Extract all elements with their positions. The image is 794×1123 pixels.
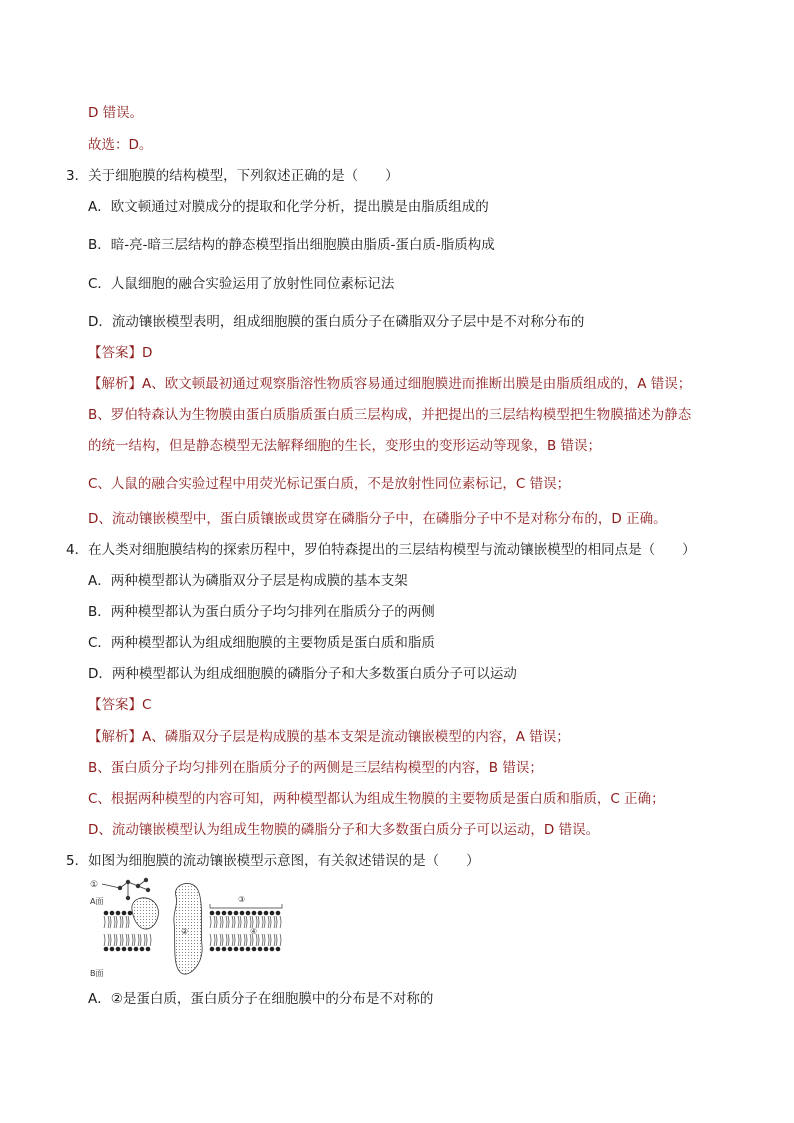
analysis-tag: 【解析】 [88,729,142,745]
q4-answer [88,696,151,714]
q4-stem: 4．在人类对细胞膜结构的探索历程中，罗伯特森提出的三层结构模型与流动镶嵌模型的相同点是（ ） [66,542,696,558]
q5-stem: 5．如图为细胞膜的流动镶嵌模型示意图，有关叙述错误的是（ ） [66,853,480,869]
q3-stem: 3．关于细胞膜的结构模型，下列叙述正确的是（ ） [66,168,399,184]
q5-option-a: A．②是蛋白质，蛋白质分子在细胞膜中的分布是不对称的 [88,991,434,1007]
q3-analysis-2: B、罗伯特森认为生物膜由蛋白质脂质蛋白质三层构成，并把提出的三层结构模型把生物膜描述为静态 [88,407,692,423]
bracket-3 [210,904,282,908]
q3-analysis-1 [88,375,691,393]
answer-tag: 【答案】 [88,697,142,713]
label-4: ④ [250,927,258,936]
q3-analysis-3: 的统一结构，但是静态模型无法解释细胞的生长，变形虫的变形运动等现象，B 错误； [88,438,602,454]
q3-option-b: B．暗-亮-暗三层结构的静态模型指出细胞膜由脂质-蛋白质-脂质构成 [88,237,495,253]
q4-option-a: A．两种模型都认为磷脂双分子层是构成膜的基本支架 [88,573,408,589]
protein-partial [132,898,159,929]
q4-analysis-3: C、根据两种模型的内容可知，两种模型都认为组成生物膜的主要物质是蛋白质和脂质，C 正确； [88,791,665,807]
q3-analysis-4: C、人鼠的融合实验过程中用荧光标记蛋白质，不是放射性同位素标记，C 错误； [88,476,571,492]
q4-analysis-1 [88,728,570,746]
prev-conclusion-line: 故选：D。 [88,137,153,153]
analysis-text: A、磷脂双分子层是构成膜的基本支架是流动镶嵌模型的内容，A 错误； [142,729,570,745]
label-a-side: A面 [90,897,104,906]
q3-option-a: A．欧文顿通过对膜成分的提取和化学分析，提出膜是由脂质组成的 [88,199,489,215]
label-1: ① [90,880,99,890]
analysis-tag: 【解析】 [88,376,142,392]
q4-analysis-4: D、流动镶嵌模型认为组成生物膜的磷脂分子和大多数蛋白质分子可以运动，D 错误。 [88,822,600,838]
q4-option-c: C．两种模型都认为组成细胞膜的主要物质是蛋白质和脂质 [88,635,435,651]
label-b-side: B面 [90,969,104,978]
q4-analysis-2: B、蛋白质分子均匀排列在脂质分子的两侧是三层结构模型的内容，B 错误； [88,760,543,776]
q3-answer [88,344,152,362]
prev-answer-line: D 错误。 [88,105,144,121]
q3-analysis-5: D、流动镶嵌模型中，蛋白质镶嵌或贯穿在磷脂分子中，在磷脂分子中不是对称分布的，D 正确。 [88,511,667,527]
q3-option-c: C．人鼠细胞的融合实验运用了放射性同位素标记法 [88,276,395,292]
answer-tag: 【答案】 [88,345,142,361]
answer-value: C [142,697,152,713]
label-2: ② [181,927,189,936]
q4-option-b: B．两种模型都认为蛋白质分子均匀排列在脂质分子的两侧 [88,604,435,620]
q4-option-d: D．两种模型都认为组成细胞膜的磷脂分子和大多数蛋白质分子可以运动 [88,666,517,682]
answer-value: D [142,345,153,361]
label-3: ③ [238,895,246,904]
q3-option-d: D．流动镶嵌模型表明，组成细胞膜的蛋白质分子在磷脂双分子层中是不对称分布的 [88,314,585,330]
analysis-text: A、欧文顿最初通过观察脂溶性物质容易通过细胞膜进而推断出膜是由脂质组成的，A 错误； [142,376,692,392]
glycoprotein-chain [102,878,150,900]
membrane-diagram [88,876,308,986]
